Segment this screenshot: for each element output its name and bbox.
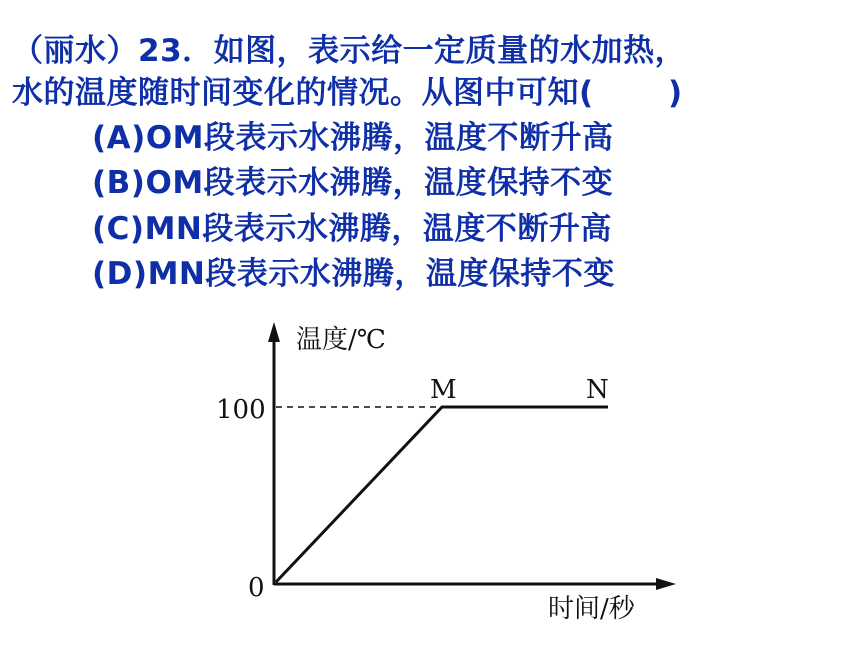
question-line-1: （丽水）23．如图，表示给一定质量的水加热， xyxy=(12,33,687,69)
option-b: (B)OM段表示水沸腾，温度保持不变 xyxy=(92,165,614,201)
y-tick-0: 0 xyxy=(248,573,265,603)
option-c: (C)MN段表示水沸腾，温度不断升高 xyxy=(92,211,612,247)
point-label-n: N xyxy=(586,375,609,405)
y-tick-100: 100 xyxy=(216,395,266,425)
temperature-curve xyxy=(276,407,608,582)
y-axis-label: 温度/℃ xyxy=(296,325,386,355)
x-axis-label: 时间/秒 xyxy=(548,594,635,624)
x-axis-arrow-icon xyxy=(656,578,676,590)
y-axis-arrow-icon xyxy=(268,322,280,342)
point-label-m: M xyxy=(430,375,457,405)
option-d: (D)MN段表示水沸腾，温度保持不变 xyxy=(92,256,615,292)
option-a: (A)OM段表示水沸腾，温度不断升高 xyxy=(92,120,614,156)
question-line-2: 水的温度随时间变化的情况。从图中可知( ) xyxy=(12,75,683,111)
